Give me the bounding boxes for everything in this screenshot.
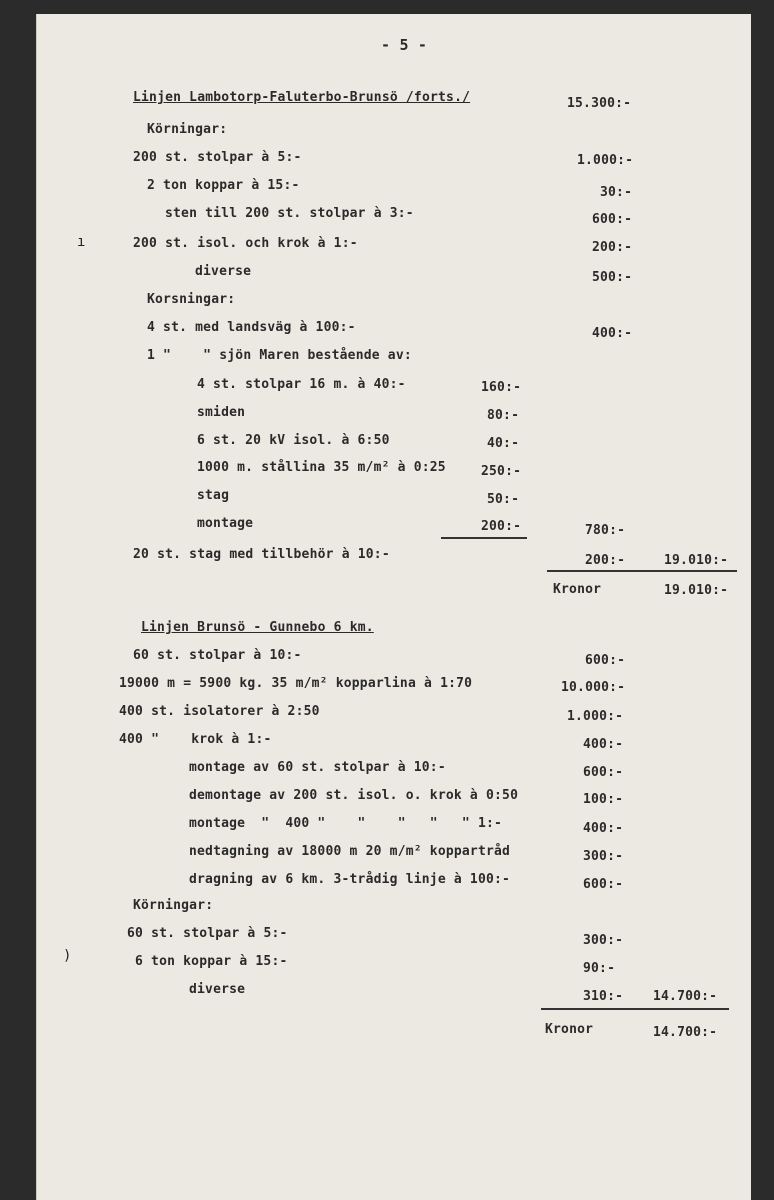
list-item: diverse bbox=[189, 982, 246, 997]
kronor-total: 14.700:- bbox=[653, 1025, 718, 1040]
margin-mark: ı bbox=[77, 234, 86, 250]
amount: 40:- bbox=[487, 436, 520, 451]
amount: 200:- bbox=[585, 553, 626, 568]
amount: 250:- bbox=[481, 464, 522, 479]
list-item: nedtagning av 18000 m 20 m/m² koppartråd bbox=[189, 844, 511, 859]
amount: 200:- bbox=[592, 240, 633, 255]
list-item: 200 st. isol. och krok à 1:- bbox=[133, 236, 358, 251]
list-item: 1000 m. stållina 35 m/m² à 0:25 bbox=[197, 460, 446, 475]
list-item: 200 st. stolpar à 5:- bbox=[133, 150, 302, 165]
section-total: 14.700:- bbox=[653, 989, 718, 1004]
list-item: 19000 m = 5900 kg. 35 m/m² kopparlina à 1:70 bbox=[119, 676, 473, 691]
list-item: sten till 200 st. stolpar à 3:- bbox=[165, 206, 414, 221]
section2-heading: Linjen Brunsö - Gunnebo 6 km. bbox=[141, 620, 374, 635]
document-page bbox=[36, 14, 751, 1200]
list-item: 2 ton koppar à 15:- bbox=[147, 178, 300, 193]
amount: 50:- bbox=[487, 492, 520, 507]
list-item: 1 " " sjön Maren bestående av: bbox=[147, 348, 412, 363]
list-item: 400 st. isolatorer à 2:50 bbox=[119, 704, 320, 719]
amount: 1.000:- bbox=[567, 709, 624, 724]
amount: 500:- bbox=[592, 270, 633, 285]
page-number: - 5 - bbox=[381, 36, 428, 54]
list-item: 6 st. 20 kV isol. à 6:50 bbox=[197, 433, 390, 448]
margin-mark: ) bbox=[63, 948, 72, 964]
amount: 10.000:- bbox=[561, 680, 626, 695]
amount: 90:- bbox=[583, 961, 616, 976]
list-item: smiden bbox=[197, 405, 246, 420]
amount: 310:- bbox=[583, 989, 624, 1004]
list-item: 4 st. med landsväg à 100:- bbox=[147, 320, 356, 335]
amount: 780:- bbox=[585, 523, 626, 538]
section1-carried-total: 15.300:- bbox=[567, 96, 632, 111]
list-item: Körningar: bbox=[147, 122, 228, 137]
list-item: Körningar: bbox=[133, 898, 214, 913]
amount: 30:- bbox=[600, 185, 633, 200]
total-rule bbox=[541, 1008, 729, 1010]
list-item: montage av 60 st. stolpar à 10:- bbox=[189, 760, 446, 775]
amount: 400:- bbox=[583, 737, 624, 752]
amount: 1.000:- bbox=[577, 153, 634, 168]
amount: 600:- bbox=[585, 653, 626, 668]
amount: 300:- bbox=[583, 933, 624, 948]
list-item: demontage av 200 st. isol. o. krok à 0:50 bbox=[189, 788, 519, 803]
list-item: montage bbox=[197, 516, 254, 531]
amount: 600:- bbox=[583, 877, 624, 892]
kronor-label: Kronor bbox=[553, 582, 602, 597]
amount: 400:- bbox=[592, 326, 633, 341]
list-item: montage " 400 " " " " " 1:- bbox=[189, 816, 503, 831]
total-rule bbox=[547, 570, 737, 572]
list-item: 4 st. stolpar 16 m. à 40:- bbox=[197, 377, 406, 392]
amount: 80:- bbox=[487, 408, 520, 423]
kronor-label: Kronor bbox=[545, 1022, 594, 1037]
amount: 400:- bbox=[583, 821, 624, 836]
list-item: 400 " krok à 1:- bbox=[119, 732, 272, 747]
amount: 600:- bbox=[592, 212, 633, 227]
section-total: 19.010:- bbox=[664, 553, 729, 568]
subtotal-rule bbox=[441, 537, 527, 539]
kronor-total: 19.010:- bbox=[664, 583, 729, 598]
section1-heading: Linjen Lambotorp-Faluterbo-Brunsö /forts./ bbox=[133, 90, 471, 105]
list-item: 20 st. stag med tillbehör à 10:- bbox=[133, 547, 390, 562]
amount: 100:- bbox=[583, 792, 624, 807]
list-item: 6 ton koppar à 15:- bbox=[135, 954, 288, 969]
list-item: stag bbox=[197, 488, 230, 503]
list-item: Korsningar: bbox=[147, 292, 236, 307]
list-item: 60 st. stolpar à 10:- bbox=[133, 648, 302, 663]
amount: 200:- bbox=[481, 519, 522, 534]
amount: 160:- bbox=[481, 380, 522, 395]
amount: 600:- bbox=[583, 765, 624, 780]
list-item: diverse bbox=[195, 264, 252, 279]
amount: 300:- bbox=[583, 849, 624, 864]
list-item: dragning av 6 km. 3-trådig linje à 100:- bbox=[189, 872, 511, 887]
list-item: 60 st. stolpar à 5:- bbox=[127, 926, 288, 941]
